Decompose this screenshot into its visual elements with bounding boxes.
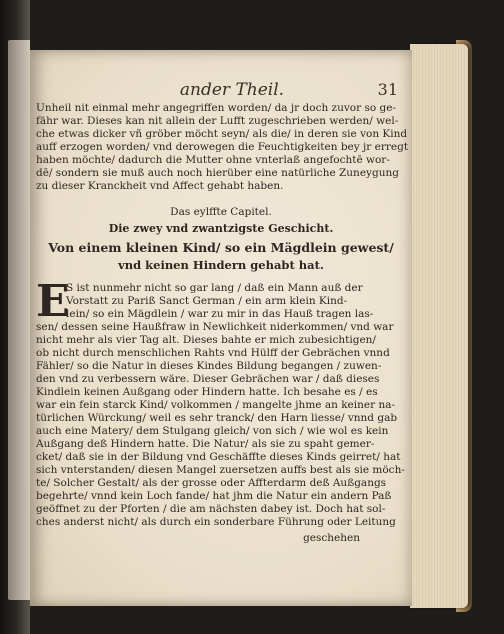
text-line: fähr war. Dieses kan nit allein der Lufft zugeschrieben werden/ wel- bbox=[36, 115, 399, 127]
chapter-label: Das eylffte Capitel. bbox=[170, 206, 272, 218]
text-line: begehrte/ vnnd kein Loch fande/ hat jhm die Natur ein andern Paß bbox=[36, 490, 392, 502]
chapter-title-continued: vnd keinen Hindern gehabt hat. bbox=[118, 258, 324, 272]
text-line: te/ Solcher Gestalt/ als der grosse oder Affterdarm deß Außgangs bbox=[36, 477, 387, 489]
chapter-title: Von einem kleinen Kind/ so ein Mägdlein gewest/ bbox=[48, 240, 394, 255]
text-line: zu dieser Kranckheit vnd Affect gehabt haben. bbox=[36, 180, 284, 192]
text-line: geöffnet zu der Pforten / die am nächsten dabey ist. Doch hat sol- bbox=[36, 503, 386, 515]
text-line: cket/ daß sie in der Bildung vnd Geschäffte dieses Kinds geirret/ hat bbox=[36, 451, 401, 463]
text-line: auch eine Matery/ dem Stulgang gleich/ von sich / wie wol es kein bbox=[36, 425, 389, 437]
text-line: sich vnterstanden/ diesen Mangel zuersetzen auffs best als sie möch- bbox=[36, 464, 405, 476]
text-line: Kindlein keinen Außgang oder Hindern hatte. Ich besahe es / es bbox=[36, 386, 378, 398]
text-line: S ist nunmehr nicht so gar lang / daß ein Mann auß der bbox=[66, 282, 363, 294]
catchword: geschehen bbox=[303, 532, 360, 544]
book-page bbox=[30, 50, 412, 606]
text-line: türlichen Würckung/ weil es sehr tranck/ den Harn liesse/ vnnd gab bbox=[36, 412, 398, 424]
text-line: Außgang deß Hindern hatte. Die Natur/ als sie zu spaht gemer- bbox=[36, 438, 375, 450]
drop-cap: E bbox=[36, 276, 70, 327]
chapter-subtitle: Die zwey vnd zwantzigste Geschicht. bbox=[108, 222, 334, 235]
text-line: Vorstatt zu Pariß Sanct German / ein arm klein Kind- bbox=[66, 295, 348, 307]
text-line: ches anderst nicht/ als durch ein sonderbare Führung oder Leitung bbox=[36, 516, 396, 528]
text-line: nicht mehr als vier Tag alt. Dieses bahte er mich zubesichtigen/ bbox=[36, 334, 376, 346]
text-line: Unheil nit einmal mehr angegriffen worden/ da jr doch zuvor so ge- bbox=[36, 102, 396, 114]
text-line: sen/ dessen seine Haußfraw in Newlichkeit niderkommen/ vnd war bbox=[36, 321, 394, 333]
text-line: che etwas dicker vñ gröber möcht seyn/ als die/ in deren sie von Kind bbox=[36, 128, 408, 140]
text-line: den vnd zu verbessern wäre. Dieser Gebrächen war / daß dieses bbox=[36, 373, 380, 385]
text-line: dē/ sondern sie muß auch noch hierüber eine natürliche Zuneygung bbox=[36, 167, 399, 179]
page-number: 31 bbox=[377, 80, 398, 99]
text-line: auff erzogen worden/ vnd derowegen die Feuchtigkeiten bey jr erregt bbox=[36, 141, 409, 153]
running-head: ander Theil. bbox=[179, 80, 285, 100]
text-line: war ein fein starck Kind/ volkommen / mangelte jhme an keiner na- bbox=[36, 399, 396, 411]
text-line: lein/ so ein Mägdlein / war zu mir in das Hauß tragen las- bbox=[66, 308, 374, 320]
text-line: Fähler/ so die Natur in dieses Kindes Bildung begangen / zuwen- bbox=[36, 360, 382, 372]
text-line: haben möchte/ dadurch die Mutter ohne vnterlaß angefochtē wor- bbox=[36, 154, 390, 166]
text-line: ob nicht durch menschlichen Rahts vnd Hülff der Gebrächen vnnd bbox=[36, 347, 390, 359]
page-edges bbox=[410, 44, 468, 608]
facing-page-edge bbox=[8, 40, 30, 600]
